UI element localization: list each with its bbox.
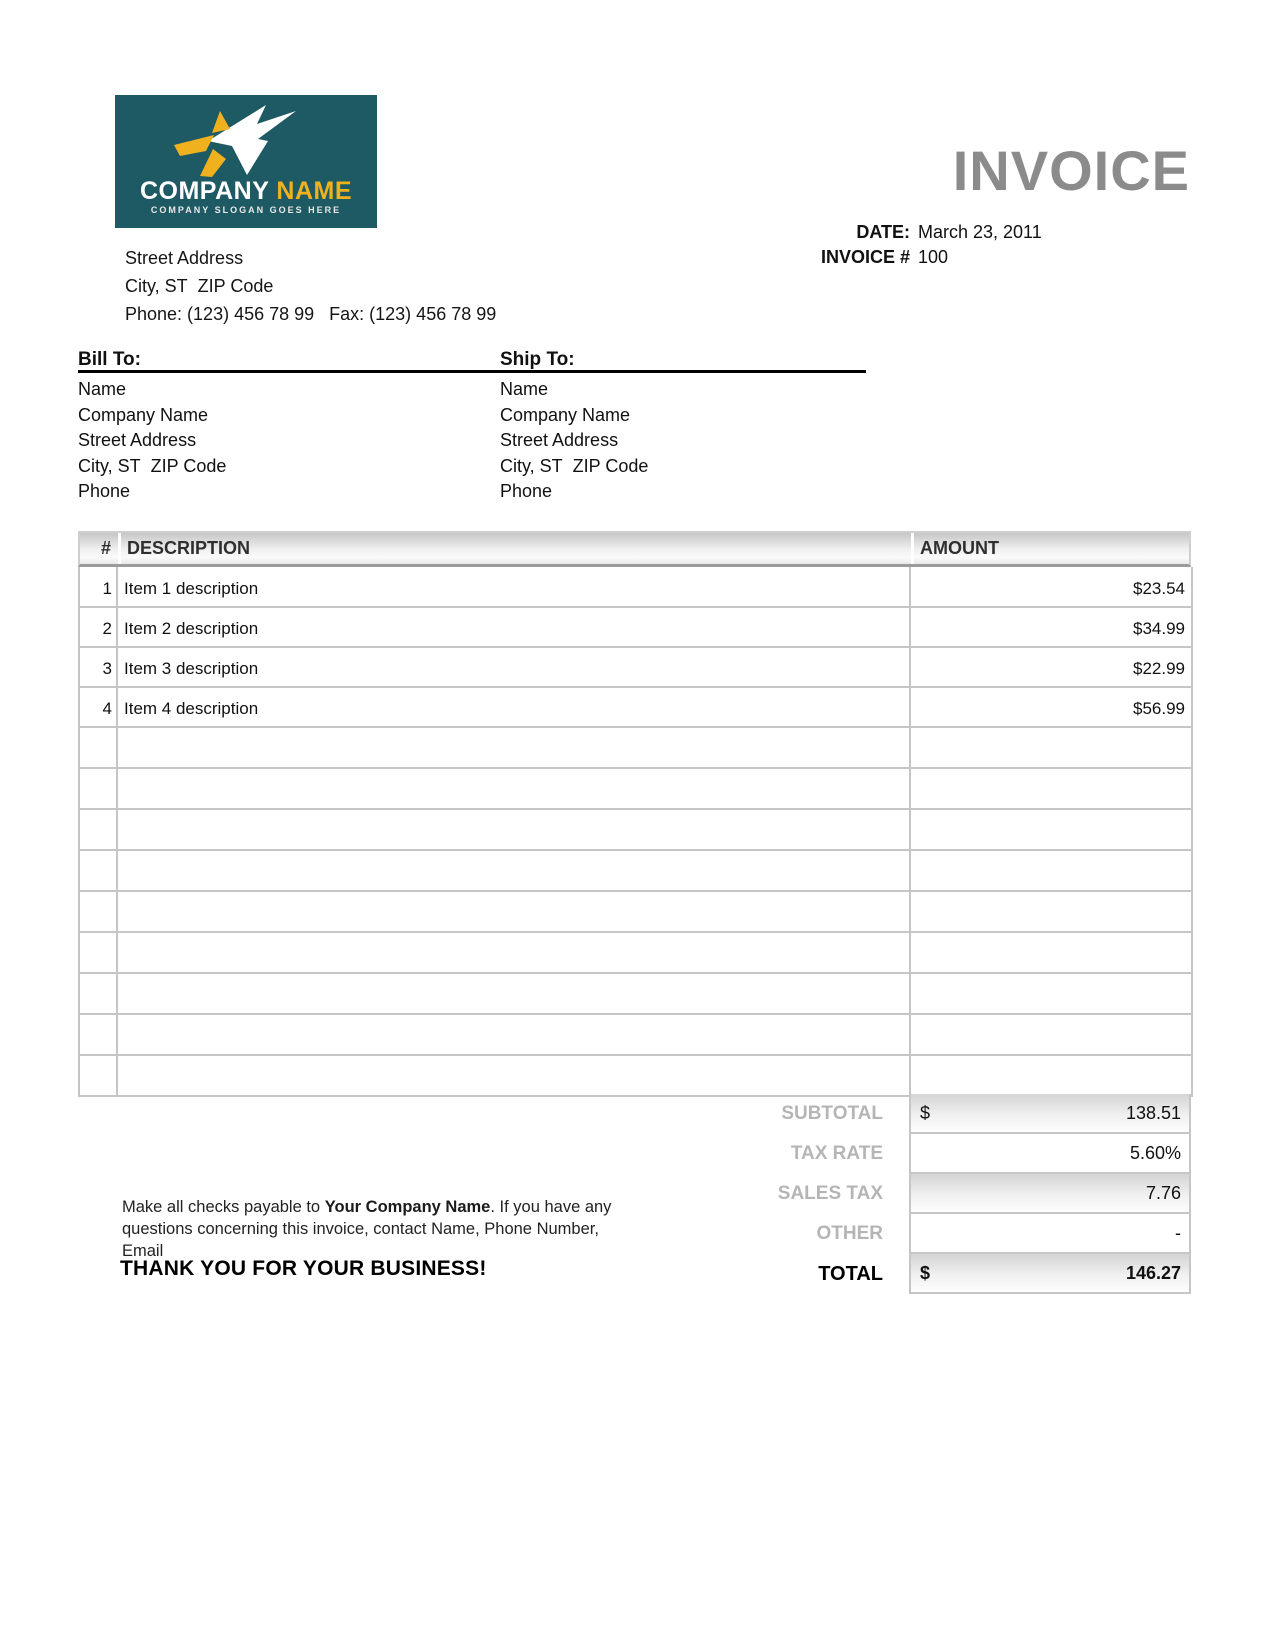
tax-rate-value-cell: [909, 1134, 1191, 1174]
bill-to-city: City, ST ZIP Code: [78, 455, 227, 476]
bill-to-heading: Bill To:: [78, 349, 141, 370]
ship-to-city: City, ST ZIP Code: [500, 455, 649, 476]
ship-to-name: Name: [500, 379, 549, 399]
invoice-title: INVOICE: [952, 139, 1190, 202]
ship-to-block: [500, 377, 648, 505]
tax-rate-label: TAX RATE: [790, 1143, 883, 1164]
logo-name-yellow: NAME: [276, 177, 353, 205]
logo-arrow-icon: [115, 99, 377, 177]
bill-to-name: Name: [78, 379, 127, 399]
invoice-number-value: 100: [918, 247, 949, 267]
items-table-body: [79, 567, 1192, 1096]
items-table-header: [78, 531, 1191, 567]
table-row-empty: [79, 809, 1192, 850]
table-row: [79, 647, 1192, 687]
table-row: [79, 687, 1192, 727]
total-value-cell: [909, 1254, 1191, 1294]
logo-company-name: [115, 177, 377, 206]
logo-name-white: COMPANY: [139, 177, 269, 205]
header-description: DESCRIPTION: [118, 533, 911, 564]
items-table-grid: [78, 567, 1193, 1097]
invoice-number-row: [640, 245, 1190, 269]
item-amount: $23.54: [910, 567, 1192, 607]
bill-ship-underline: [78, 370, 866, 373]
ship-to-company: Company Name: [500, 404, 631, 425]
table-row: [79, 607, 1192, 647]
table-row-empty: [79, 1055, 1192, 1096]
ship-to-phone: Phone: [500, 481, 553, 501]
date-label: DATE:: [856, 222, 910, 242]
item-amount: $34.99: [910, 607, 1192, 647]
sales-tax-value-cell: [909, 1174, 1191, 1214]
item-number: 1: [79, 567, 117, 607]
subtotal-amount: 138.51: [1125, 1102, 1181, 1123]
header-amount: AMOUNT: [911, 533, 1189, 564]
table-row-empty: [79, 727, 1192, 768]
table-row-empty: [79, 891, 1192, 932]
item-description: Item 4 description: [117, 687, 910, 727]
table-row-empty: [79, 1014, 1192, 1055]
ship-to-heading: Ship To:: [500, 349, 575, 370]
logo-slogan: COMPANY SLOGAN GOES HERE: [150, 205, 342, 215]
item-number: 2: [79, 607, 117, 647]
total-label: TOTAL: [818, 1262, 883, 1285]
bill-to-block: [78, 377, 226, 505]
table-row-empty: [79, 973, 1192, 1014]
header-number: #: [100, 538, 111, 558]
sales-tax-label: SALES TAX: [777, 1183, 883, 1204]
note-company-name: Your Company Name: [324, 1198, 491, 1216]
tax-rate-amount: 5.60%: [1129, 1142, 1181, 1163]
other-label: OTHER: [816, 1223, 883, 1244]
thank-you-message: THANK YOU FOR YOUR BUSINESS!: [120, 1257, 487, 1280]
company-city: City, ST ZIP Code: [125, 276, 274, 296]
summary-row-subtotal: [78, 1094, 1191, 1134]
table-row: [79, 567, 1192, 607]
item-number: 3: [79, 647, 117, 687]
company-address-block: [125, 244, 496, 328]
item-description: Item 3 description: [117, 647, 910, 687]
subtotal-label: SUBTOTAL: [781, 1103, 883, 1124]
total-amount: 146.27: [1125, 1262, 1181, 1283]
summary-row-tax-rate: [78, 1134, 1191, 1174]
sales-tax-amount: 7.76: [1145, 1182, 1181, 1203]
invoice-date-row: [640, 220, 1190, 244]
subtotal-value-cell: [909, 1094, 1191, 1134]
invoice-number-label: INVOICE #: [820, 247, 910, 267]
item-description: Item 1 description: [117, 567, 910, 607]
item-amount: $56.99: [910, 687, 1192, 727]
payment-note: [122, 1196, 622, 1262]
bill-to-street: Street Address: [78, 430, 197, 450]
note-suffix: . If you have any questions concerning this invoice, contact Name, Phone Number, Email: [122, 1198, 612, 1260]
company-phone-fax: Phone: (123) 456 78 99 Fax: (123) 456 78 99: [125, 304, 497, 324]
table-row-empty: [79, 768, 1192, 809]
item-number: 4: [79, 687, 117, 727]
company-street: Street Address: [125, 248, 244, 268]
total-currency: $: [920, 1262, 931, 1283]
bill-to-company: Company Name: [78, 404, 209, 425]
ship-to-street: Street Address: [500, 430, 619, 450]
other-amount: -: [1175, 1222, 1181, 1243]
bill-to-phone: Phone: [78, 481, 131, 501]
table-row-empty: [79, 850, 1192, 891]
item-description: Item 2 description: [117, 607, 910, 647]
other-value-cell: [909, 1214, 1191, 1254]
table-row-empty: [79, 932, 1192, 973]
company-logo: [115, 95, 377, 228]
subtotal-currency: $: [920, 1102, 931, 1123]
note-prefix: Make all checks payable to: [122, 1198, 325, 1216]
items-table: [78, 531, 1191, 1097]
item-amount: $22.99: [910, 647, 1192, 687]
date-value: March 23, 2011: [918, 222, 1042, 242]
